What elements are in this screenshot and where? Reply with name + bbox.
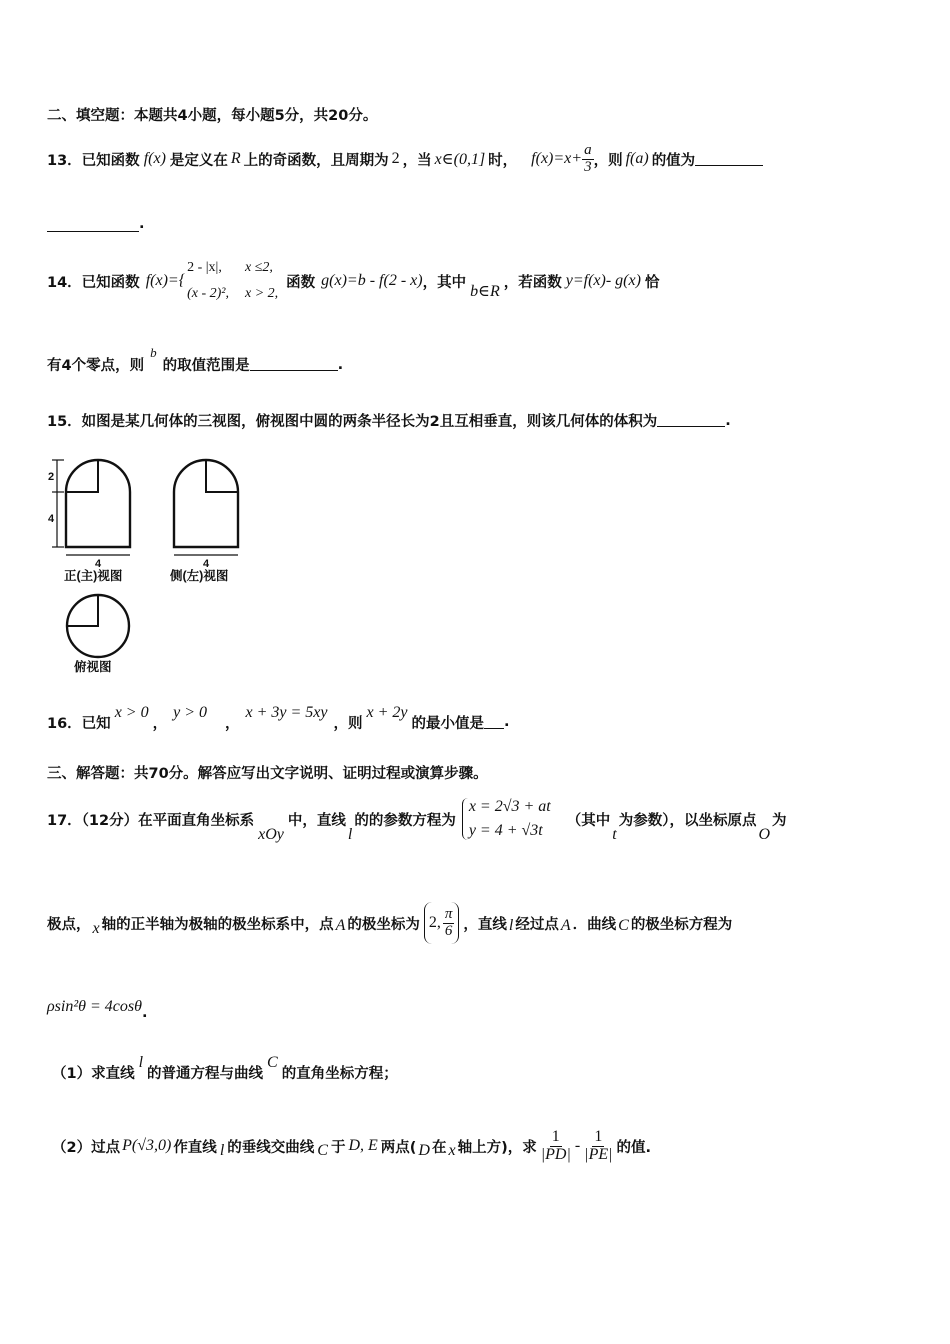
q14-y: y=f(x)- g(x): [565, 272, 641, 289]
q13-period: 2: [391, 150, 400, 168]
question-16: [47, 704, 510, 740]
q17-sub2-C: C: [317, 1142, 328, 1159]
q17-l2: l: [508, 917, 514, 934]
q14-case2-cond: x > 2,: [245, 286, 279, 301]
q17-line2-g: 的极坐标方程为: [630, 916, 733, 933]
q14-text4: 恰: [644, 274, 660, 291]
q17-sub2-f: 在: [431, 1139, 447, 1156]
q14-b: b: [150, 344, 157, 360]
q16-sep2: ，: [225, 715, 240, 732]
q17-text5: 为: [772, 812, 787, 829]
q14-text3: ，若函数: [503, 274, 562, 291]
section3-title: 三、解答题：共70分。解答应写出文字说明、证明过程或演算步骤。: [47, 766, 488, 782]
q14-case1-cond: x ≤2,: [245, 260, 273, 275]
q17-polar-eq-end: .: [142, 1005, 148, 1021]
q13-fraction: [582, 143, 594, 176]
q16-text1: ，则: [333, 715, 363, 732]
q13-frac-num: a: [584, 142, 592, 158]
q17-line2: [47, 898, 732, 948]
q17-frac-pd: [541, 1129, 571, 1164]
q17-C: C: [618, 917, 629, 934]
q14-gx: g(x)=b - f(2 - x): [321, 272, 423, 289]
q14-line2-a: 有4个零点，则: [47, 358, 145, 374]
q17-line2-e: 经过点: [515, 916, 559, 933]
q14-text1: 函数: [286, 274, 316, 291]
q17-sub2-d: 于: [330, 1139, 346, 1156]
q15-text: 15．如图是某几何体的三视图，俯视图中圆的两条半径长为2且互相垂直，则该几何体的体积为: [47, 414, 658, 430]
q17-label: 17．（12分）在平面直角坐标系: [47, 812, 255, 829]
q16-cond2: y > 0: [173, 704, 207, 721]
q16-expr: x + 2y: [366, 704, 408, 721]
q17-sub2-D: D: [418, 1142, 430, 1159]
dim-label-4-left: 4: [48, 513, 55, 525]
q17-sub2-c: 的垂线交曲线: [227, 1139, 315, 1156]
q17-frac-pd-num: 1: [551, 1127, 560, 1145]
top-view-caption: 俯视图: [74, 660, 112, 674]
q17-sub1-l: l: [138, 1053, 144, 1071]
q16-label: 16．已知: [47, 715, 111, 732]
q17-text2: 的的参数方程为: [354, 812, 456, 829]
question-15: [47, 410, 731, 431]
q17-param-system: [462, 798, 551, 840]
q13-label: 13．已知函数: [47, 152, 140, 169]
q13-text2: 上的奇函数，且周期为: [243, 152, 389, 169]
q17-polar-equation-line: [47, 998, 148, 1021]
q17-sub2-DE: D, E: [348, 1137, 378, 1154]
q17-sub1-C: C: [267, 1053, 278, 1071]
q14-text2: ，其中: [422, 274, 467, 291]
q17-l: l: [347, 826, 353, 843]
q17-frac-pe-num: 1: [594, 1127, 603, 1145]
q13-blank-line2: .: [47, 216, 145, 232]
q17-eq2: y = 4 + √3t: [468, 822, 543, 839]
q13-R: R: [230, 150, 241, 168]
q17-text1: 中，直线: [287, 812, 346, 829]
q17-sub2-b: 作直线: [173, 1139, 217, 1156]
q17-line2-f: ．曲线: [572, 916, 617, 933]
q17-polar-coord: [424, 902, 460, 944]
q15-end: .: [725, 412, 731, 429]
q17-sub1-c: 的直角坐标方程；: [281, 1066, 398, 1082]
q17-polar-den: 6: [444, 922, 453, 939]
q13-text5: ，则: [593, 152, 623, 169]
q17-line2-c: 的极坐标为: [347, 916, 420, 933]
q17-text4: 为参数），以坐标原点: [618, 812, 757, 829]
q14-line2: [47, 344, 344, 375]
q13-frac-den: 3: [584, 158, 592, 175]
q14-answer-blank[interactable]: [250, 358, 338, 371]
side-view: [174, 460, 238, 555]
q17-t: t: [612, 826, 617, 843]
q17-line2-d: ，直线: [463, 916, 507, 933]
q17-line2-a: 极点，: [47, 916, 91, 933]
q16-cond3: x + 3y = 5xy: [245, 704, 328, 721]
q17-sub2-P: P(√3,0): [122, 1137, 172, 1154]
q13-text1: 是定义在: [169, 152, 228, 169]
question-13: [47, 143, 763, 176]
q17-eq1: x = 2√3 + at: [468, 798, 551, 815]
q14-fx: f(x)={: [145, 272, 186, 289]
q14-case2-expr: (x - 2)²,: [187, 286, 229, 301]
q17-minus: -: [574, 1137, 581, 1154]
q17-sub2-l: l: [219, 1142, 225, 1159]
q17-sub2-e: 两点(: [380, 1139, 417, 1156]
q14-line2-b: 的取值范围是: [162, 358, 250, 374]
q13-formula: f(x)=x+: [531, 150, 583, 168]
q17-polar-equation: ρsin²θ = 4cosθ: [47, 998, 142, 1015]
q17-sub1-a: （1）求直线: [52, 1066, 135, 1082]
q17-sub2-a: （2）过点: [52, 1139, 121, 1156]
q16-cond1: x > 0: [114, 704, 149, 721]
q17-x: x: [92, 920, 100, 937]
question-14: [47, 250, 659, 312]
dim-label-4-side: 4: [203, 558, 210, 570]
q15-answer-blank[interactable]: [657, 414, 725, 427]
q17-sub1-b: 的普通方程与曲线: [147, 1066, 264, 1082]
q17-sub1: [52, 1053, 398, 1083]
q13-text4: 时，: [488, 152, 518, 169]
q17-text3: （其中: [566, 812, 611, 829]
q14-end: .: [337, 356, 344, 373]
q17-sub2: [52, 1120, 651, 1172]
q13-fa: f(a): [625, 150, 649, 168]
q17-sub2-h: 的值.: [616, 1139, 652, 1156]
q16-sep1: ，: [152, 715, 168, 732]
dim-label-4-front: 4: [95, 558, 102, 570]
q17-A2: A: [560, 917, 571, 934]
q17-O: O: [758, 826, 771, 843]
question-17: [47, 790, 787, 848]
q17-xOy: xOy: [258, 826, 284, 843]
dim-label-2: 2: [48, 471, 55, 483]
q14-case1-expr: 2 - |x|,: [187, 260, 222, 275]
q17-polar-angle: [443, 907, 455, 940]
q16-answer-blank[interactable]: [484, 716, 504, 729]
q17-polar-r: 2,: [428, 914, 441, 931]
q13-answer-blank-cont[interactable]: [47, 219, 139, 232]
front-view-caption: 正(主)视图: [64, 569, 123, 583]
side-view-caption: 侧(左)视图: [170, 569, 229, 583]
q14-label: 14．已知函数: [47, 274, 140, 291]
q14-piecewise: [187, 260, 278, 302]
q13-answer-blank[interactable]: [695, 153, 763, 166]
q17-polar-num: π: [444, 905, 453, 922]
q13-interval: x∈(0,1]: [434, 151, 486, 169]
q17-sub2-g: 轴上方)，求: [457, 1139, 537, 1156]
q17-frac-pe-den: |PE|: [584, 1145, 613, 1163]
top-view: [67, 595, 129, 657]
q13-fx: f(x): [143, 150, 166, 168]
q14-bR: b∈R: [470, 283, 500, 300]
q17-A: A: [335, 917, 346, 934]
q13-text3: ，当: [402, 152, 432, 169]
front-view: [52, 460, 130, 555]
section2-title: 二、填空题：本题共4小题，每小题5分，共20分。: [47, 108, 378, 124]
q13-text6: 的值为: [651, 152, 696, 169]
q17-sub2-x: x: [448, 1142, 456, 1159]
q17-frac-pe: [584, 1129, 612, 1164]
three-view-figure: [40, 452, 260, 680]
q17-frac-pd-den: |PD|: [540, 1145, 571, 1163]
q16-text2: 的最小值是: [411, 715, 484, 732]
q17-line2-b: 轴的正半轴为极轴的极坐标系中，点: [101, 916, 334, 933]
q16-end: .: [504, 714, 510, 730]
